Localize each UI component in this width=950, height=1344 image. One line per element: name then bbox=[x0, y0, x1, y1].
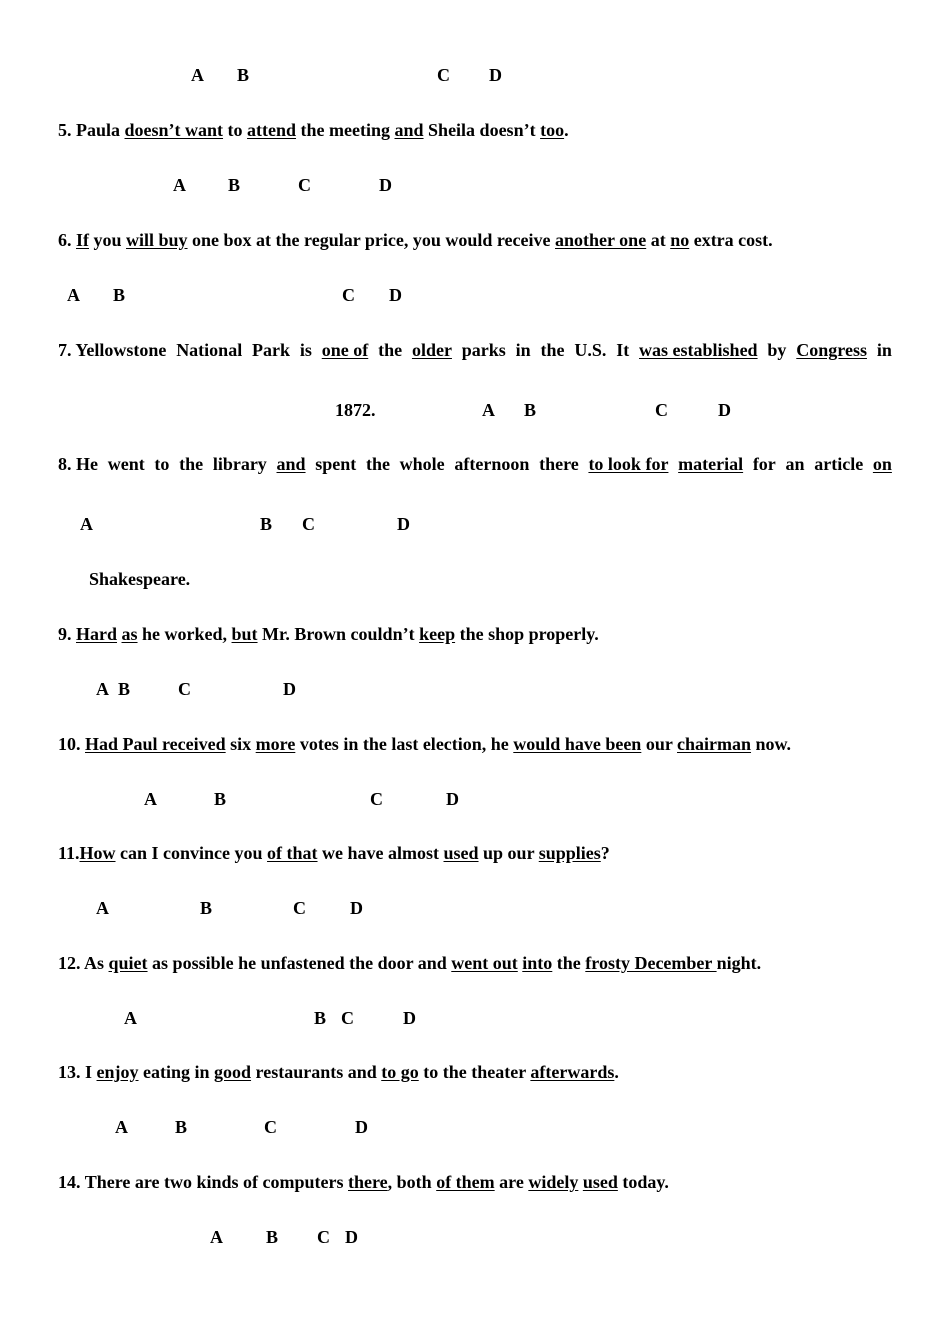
q12-option-b: went out bbox=[451, 953, 518, 973]
q9-option-d: keep bbox=[419, 624, 456, 644]
q7-option-b: older bbox=[411, 340, 452, 360]
q5-option-a: doesn’t want bbox=[124, 120, 224, 140]
option-letter-c: C bbox=[298, 175, 311, 195]
q7-year: 1872. bbox=[335, 400, 376, 420]
q12-option-a: quiet bbox=[108, 953, 148, 973]
option-letter-a: A bbox=[96, 679, 109, 699]
question-11: 11.How can I convince you of that we have almost used up our supplies? bbox=[58, 843, 610, 863]
option-letter-d: D bbox=[389, 285, 402, 305]
option-letter-d: D bbox=[350, 898, 363, 918]
question-8: 8. He went to the library and spent the whole afternoon there to look for material for an article on bbox=[58, 454, 892, 474]
option-letter-d: D bbox=[379, 175, 392, 195]
option-letter-a: A bbox=[173, 175, 186, 195]
option-letter-d: D bbox=[489, 65, 502, 85]
option-letter-b: B bbox=[118, 679, 131, 699]
option-letter-a: A bbox=[96, 898, 109, 918]
q12-option-c: into bbox=[522, 953, 553, 973]
option-letter-a: A bbox=[144, 789, 157, 809]
q14-option-d: used bbox=[582, 1172, 618, 1192]
q5-option-d: too bbox=[540, 120, 565, 140]
option-letter-c: C bbox=[370, 789, 383, 809]
option-letter-d: D bbox=[403, 1008, 416, 1028]
question-12: 12. As quiet as possible he unfastened the door and went out into the frosty December night. bbox=[58, 953, 762, 973]
question-5: 5. Paula doesn’t want to attend the meeting and Sheila doesn’t too. bbox=[58, 120, 569, 140]
option-letter-b: B bbox=[228, 175, 241, 195]
question-7: 7. Yellowstone National Park is one of the older parks in the U.S. It was established by Congress in bbox=[58, 340, 892, 360]
option-letter-a: A bbox=[80, 514, 93, 534]
q6-option-a: If bbox=[76, 230, 89, 250]
q13-option-c: to go bbox=[381, 1062, 419, 1082]
option-letter-c: C bbox=[341, 1008, 354, 1028]
q10-option-d: chairman bbox=[677, 734, 752, 754]
q5-option-c: and bbox=[394, 120, 424, 140]
q14-option-b: of them bbox=[436, 1172, 495, 1192]
q11-option-b: of that bbox=[267, 843, 318, 863]
q6-option-d: no bbox=[670, 230, 690, 250]
option-letter-d: D bbox=[718, 400, 731, 420]
q9-option-a: Hard bbox=[76, 624, 118, 644]
option-letter-c: C bbox=[264, 1117, 277, 1137]
option-letter-a: A bbox=[115, 1117, 128, 1137]
q14-option-c: widely bbox=[528, 1172, 579, 1192]
q7-option-c: was established bbox=[639, 340, 758, 360]
option-letter-a: A bbox=[482, 400, 495, 420]
option-letter-b: B bbox=[214, 789, 227, 809]
q8-continuation: Shakespeare. bbox=[89, 569, 191, 589]
q11-option-c: used bbox=[443, 843, 479, 863]
option-letter-c: C bbox=[293, 898, 306, 918]
option-letter-a: A bbox=[67, 285, 80, 305]
option-letter-b: B bbox=[260, 514, 273, 534]
option-letter-d: D bbox=[397, 514, 410, 534]
option-letter-a: A bbox=[191, 65, 204, 85]
option-letter-c: C bbox=[655, 400, 668, 420]
q5-option-b: attend bbox=[247, 120, 297, 140]
q10-option-b: more bbox=[255, 734, 296, 754]
q8-option-b: to look for bbox=[588, 454, 669, 474]
option-letter-c: C bbox=[178, 679, 191, 699]
option-letter-a: A bbox=[124, 1008, 137, 1028]
option-letter-d: D bbox=[283, 679, 296, 699]
option-letter-b: B bbox=[200, 898, 213, 918]
q9-option-c: but bbox=[231, 624, 258, 644]
q11-option-a: How bbox=[79, 843, 116, 863]
q13-option-b: good bbox=[214, 1062, 252, 1082]
option-letter-d: D bbox=[345, 1227, 358, 1247]
option-letter-d: D bbox=[355, 1117, 368, 1137]
option-letter-c: C bbox=[437, 65, 450, 85]
option-letter-b: B bbox=[237, 65, 250, 85]
q12-option-d: frosty December bbox=[585, 953, 717, 973]
q10-option-c: would have been bbox=[513, 734, 642, 754]
option-letter-b: B bbox=[266, 1227, 279, 1247]
question-10: 10. Had Paul received six more votes in the last election, he would have been our chairman now. bbox=[58, 734, 792, 754]
option-letter-b: B bbox=[175, 1117, 188, 1137]
option-letter-c: C bbox=[317, 1227, 330, 1247]
q9-option-b: as bbox=[121, 624, 138, 644]
option-letter-b: B bbox=[314, 1008, 327, 1028]
option-letter-c: C bbox=[342, 285, 355, 305]
q6-option-c: another one bbox=[555, 230, 647, 250]
q11-option-d: supplies bbox=[538, 843, 601, 863]
q13-option-a: enjoy bbox=[96, 1062, 139, 1082]
q8-option-d: on bbox=[872, 454, 892, 474]
q10-option-a: Had Paul received bbox=[85, 734, 226, 754]
q8-option-c: material bbox=[678, 454, 744, 474]
option-letter-b: B bbox=[524, 400, 537, 420]
q14-option-a: there bbox=[348, 1172, 388, 1192]
q8-option-a: and bbox=[276, 454, 306, 474]
question-13: 13. I enjoy eating in good restaurants and to go to the theater afterwards. bbox=[58, 1062, 619, 1082]
question-14: 14. There are two kinds of computers there, both of them are widely used today. bbox=[58, 1172, 669, 1192]
question-9: 9. Hard as he worked, but Mr. Brown couldn’t keep the shop properly. bbox=[58, 624, 599, 644]
question-6: 6. If you will buy one box at the regular price, you would receive another one at no extra cost. bbox=[58, 230, 773, 250]
q7-option-d: Congress bbox=[796, 340, 867, 360]
q7-option-a: one of bbox=[321, 340, 369, 360]
option-letter-c: C bbox=[302, 514, 315, 534]
q13-option-d: afterwards bbox=[530, 1062, 615, 1082]
option-letter-b: B bbox=[113, 285, 126, 305]
option-letter-d: D bbox=[446, 789, 459, 809]
option-letter-a: A bbox=[210, 1227, 223, 1247]
q6-option-b: will buy bbox=[126, 230, 188, 250]
